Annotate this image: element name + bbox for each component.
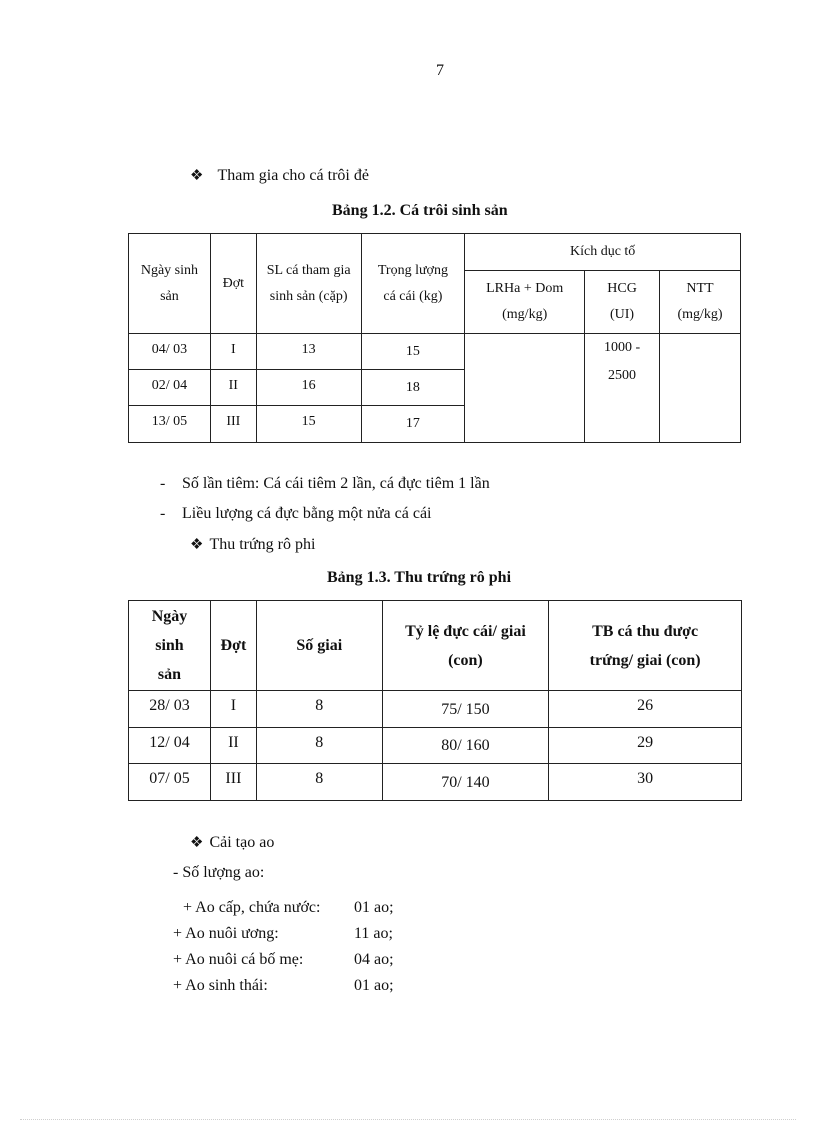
pond-item-value: 11 ao; xyxy=(354,925,393,942)
table-cell: 07/ 05 xyxy=(129,764,211,801)
dash-bullet: - xyxy=(160,475,166,492)
diamond-bullet-icon: ❖ xyxy=(190,168,204,184)
table-cell: 8 xyxy=(256,764,382,801)
section-heading-tham-gia xyxy=(190,166,369,185)
header-ngay-sinh-san: Ngày sinh sản xyxy=(129,234,211,334)
pond-item-value: 01 ao; xyxy=(354,899,394,916)
table-cell: 28/ 03 xyxy=(129,691,211,728)
table-ca-troi-sinh-san xyxy=(128,233,741,443)
table-cell: 26 xyxy=(549,691,742,728)
dash-bullet: - xyxy=(160,505,166,522)
table-cell: 16 xyxy=(256,370,361,406)
table-cell: I xyxy=(210,691,256,728)
table-cell: 8 xyxy=(256,691,382,728)
note-line xyxy=(160,505,432,523)
header-hcg: HCG (UI) xyxy=(585,271,660,334)
table-cell-ntt-empty xyxy=(660,334,741,443)
section-heading-cai-tao-ao xyxy=(190,833,274,852)
pond-item-label: + Ao cấp, chứa nước: xyxy=(183,899,321,916)
pond-item-value: 04 ao; xyxy=(354,951,394,968)
section-heading-text: Tham gia cho cá trôi đẻ xyxy=(217,167,369,184)
header-tb-ca: TB cá thu được trứng/ giai (con) xyxy=(549,601,742,691)
table-cell: 04/ 03 xyxy=(129,334,211,370)
page-number: 7 xyxy=(436,62,444,79)
table-cell: 30 xyxy=(549,764,742,801)
header-ntt: NTT (mg/kg) xyxy=(660,271,741,334)
pond-item-value: 01 ao; xyxy=(354,977,394,994)
section-heading-thu-trung xyxy=(190,535,315,554)
pond-item-label: + Ao nuôi ương: xyxy=(173,925,279,942)
table-cell: 75/ 150 xyxy=(382,691,549,728)
header-sl-ca: SL cá tham gia sinh sản (cặp) xyxy=(256,234,361,334)
table-cell: I xyxy=(210,334,256,370)
section-heading-text: Thu trứng rô phi xyxy=(209,536,316,553)
table-cell: 29 xyxy=(549,728,742,764)
header-ty-le: Tỷ lệ đực cái/ giai (con) xyxy=(382,601,549,691)
table-cell: 17 xyxy=(361,406,465,443)
table-cell-lrha-empty xyxy=(465,334,585,443)
table-cell: 15 xyxy=(256,406,361,443)
note-text: Liều lượng cá đực bằng một nửa cá cái xyxy=(182,505,432,522)
table-cell: 13/ 05 xyxy=(129,406,211,443)
table1-caption: Bảng 1.2. Cá trôi sinh sản xyxy=(332,202,508,219)
table-cell: 8 xyxy=(256,728,382,764)
table-cell: 13 xyxy=(256,334,361,370)
diamond-bullet-icon: ❖ xyxy=(190,835,204,851)
note-line xyxy=(160,475,490,493)
table-cell: 02/ 04 xyxy=(129,370,211,406)
table-cell: III xyxy=(210,764,256,801)
table-cell: 18 xyxy=(361,370,465,406)
pond-item-label: + Ao nuôi cá bố mẹ: xyxy=(173,951,304,968)
so-luong-ao-label: - Số lượng ao: xyxy=(173,864,265,881)
table-cell: 12/ 04 xyxy=(129,728,211,764)
note-text: Số lần tiêm: Cá cái tiêm 2 lần, cá đực tiêm 1 lần xyxy=(182,475,490,492)
header-lrha-dom: LRHa + Dom (mg/kg) xyxy=(465,271,585,334)
page-bottom-rule xyxy=(20,1119,796,1120)
table-cell: II xyxy=(210,728,256,764)
table-cell: 15 xyxy=(361,334,465,370)
diamond-bullet-icon: ❖ xyxy=(190,537,204,553)
header-ngay-sinh-san: Ngày sinh sản xyxy=(129,601,211,691)
header-dot: Đợt xyxy=(210,234,256,334)
table2-caption: Bảng 1.3. Thu trứng rô phi xyxy=(327,569,512,586)
table-cell: 80/ 160 xyxy=(382,728,549,764)
table-cell: III xyxy=(210,406,256,443)
table-cell: 70/ 140 xyxy=(382,764,549,801)
section-heading-text: Cải tạo ao xyxy=(209,834,275,851)
header-trong-luong: Trọng lượng cá cái (kg) xyxy=(361,234,465,334)
header-so-giai: Số giai xyxy=(256,601,382,691)
table-cell-hcg-value: 1000 - 2500 xyxy=(585,334,660,443)
table-cell: II xyxy=(210,370,256,406)
header-dot: Đợt xyxy=(210,601,256,691)
table-thu-trung-ro-phi xyxy=(128,600,742,801)
pond-item-label: + Ao sinh thái: xyxy=(173,977,268,994)
header-kich-duc-to: Kích dục tố xyxy=(465,234,741,271)
